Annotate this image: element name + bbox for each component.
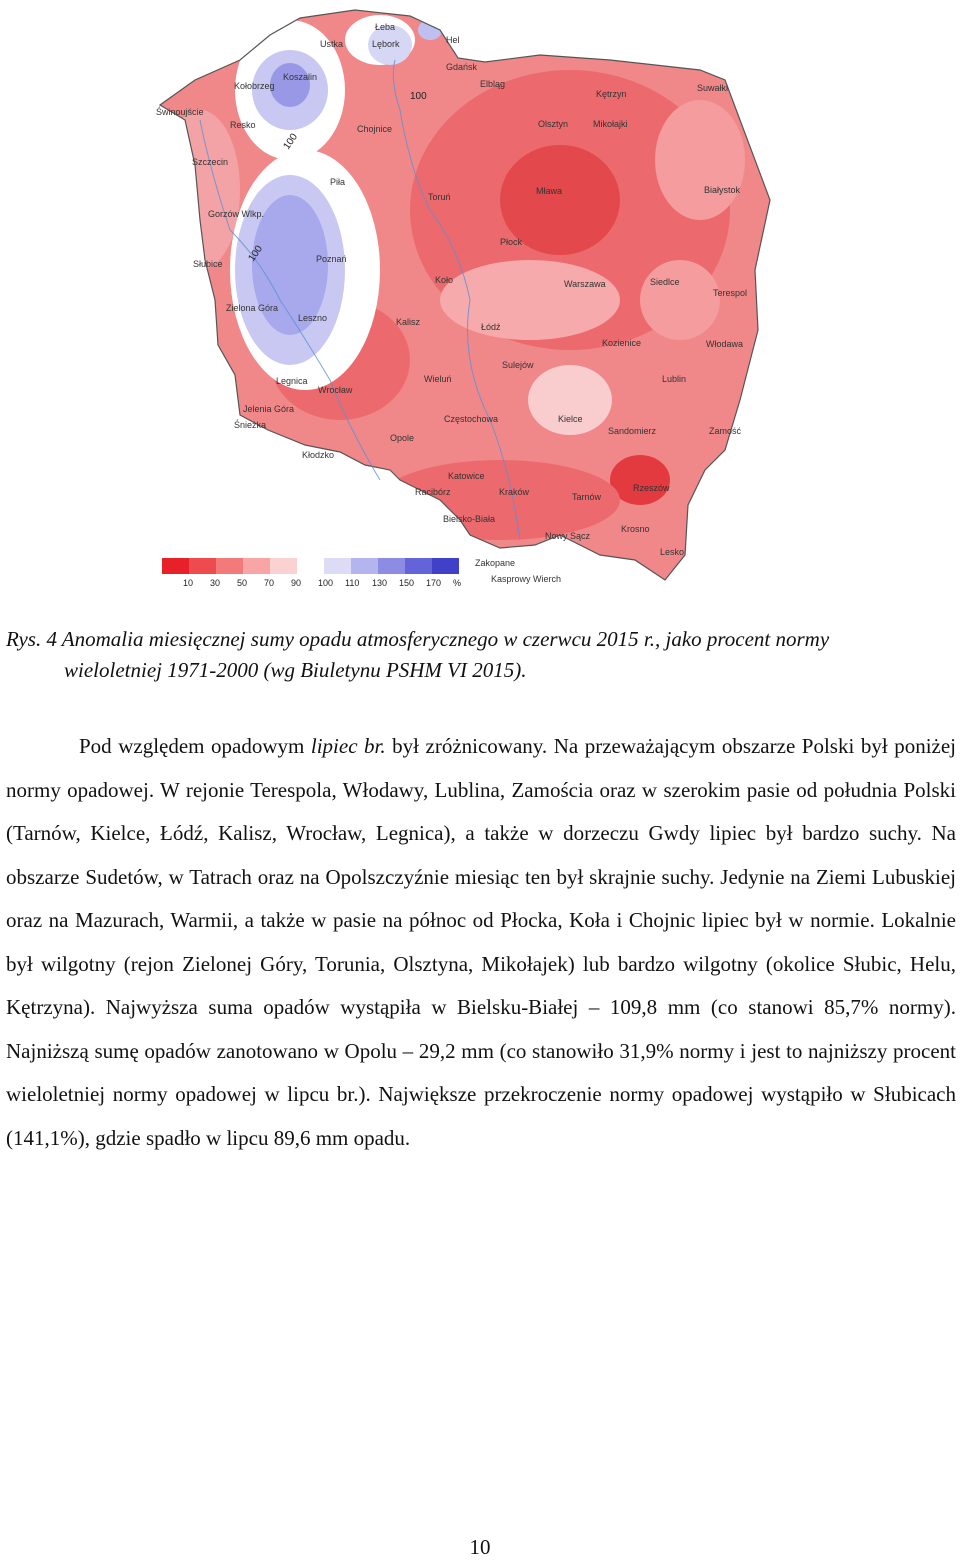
city-label: Siedlce — [650, 277, 680, 287]
city-label: Sandomierz — [608, 426, 657, 436]
legend-swatch — [270, 558, 297, 574]
city-label: Katowice — [448, 471, 485, 481]
city-label: Łeba — [375, 22, 396, 32]
city-label: Chojnice — [357, 124, 393, 134]
city-label: Suwałki — [697, 83, 729, 93]
city-label: Olsztyn — [538, 119, 569, 129]
legend-swatch — [405, 558, 432, 574]
city-label: Białystok — [704, 185, 741, 195]
precipitation-anomaly-map — [140, 0, 800, 600]
caption-line-1: Rys. 4 Anomalia miesięcznej sumy opadu atmosferycznego w czerwcu 2015 r., jako procent normy — [6, 627, 830, 651]
city-label: Opole — [390, 433, 415, 443]
city-label: Racibórz — [415, 487, 451, 497]
city-label: Lębork — [372, 39, 400, 49]
legend-label: 90 — [291, 578, 302, 588]
city-label: Włodawa — [706, 339, 744, 349]
city-label: Mikołajki — [593, 119, 628, 129]
legend-label: 100 — [318, 578, 334, 588]
city-label: Częstochowa — [444, 414, 499, 424]
legend-label: 10 — [183, 578, 194, 588]
body-paragraph — [6, 725, 956, 1160]
city-label: Krosno — [621, 524, 650, 534]
legend-swatch — [189, 558, 216, 574]
map-legend — [162, 558, 461, 588]
legend-swatch — [162, 558, 189, 574]
city-label: Wieluń — [424, 374, 452, 384]
legend-swatch — [324, 558, 351, 574]
city-label: Nowy Sącz — [545, 531, 591, 541]
city-label: Kielce — [558, 414, 583, 424]
page-number: 10 — [469, 1535, 491, 1559]
city-label: Leszno — [298, 313, 328, 323]
city-label: Bielsko-Biała — [443, 514, 496, 524]
city-label: Poznań — [316, 254, 347, 264]
legend-label: 70 — [264, 578, 275, 588]
city-label: Kozienice — [602, 338, 642, 348]
caption-line-2: wieloletniej 1971-2000 (wg Biuletynu PSHM VI 2015). — [64, 658, 527, 682]
city-label: Terespol — [713, 288, 748, 298]
city-label: Kłodzko — [302, 450, 335, 460]
city-label: Kasprowy Wierch — [491, 574, 562, 584]
legend-swatch — [432, 558, 459, 574]
isoline-label: 100 — [410, 91, 427, 102]
city-label: Tarnów — [572, 492, 602, 502]
city-label: Szczecin — [192, 157, 229, 167]
city-label: Kraków — [499, 487, 530, 497]
figure-caption — [6, 624, 946, 686]
city-label: Toruń — [428, 192, 451, 202]
paragraph-italic-term: lipiec br. — [310, 734, 386, 758]
city-label: Zielona Góra — [226, 303, 279, 313]
city-label: Kętrzyn — [596, 89, 627, 99]
city-label: Koszalin — [283, 72, 318, 82]
legend-label: % — [453, 578, 462, 588]
city-label: Elbląg — [480, 79, 506, 89]
legend-label: 110 — [345, 578, 360, 588]
body-text — [6, 725, 956, 1160]
city-label: Zamość — [709, 426, 742, 436]
city-label: Płock — [500, 237, 523, 247]
city-label: Rzeszów — [633, 483, 670, 493]
city-label: Zakopane — [475, 558, 516, 568]
legend-label: 150 — [399, 578, 415, 588]
city-label: Resko — [230, 120, 256, 130]
legend-label: 130 — [372, 578, 388, 588]
city-label: Gorzów Wlkp. — [208, 209, 265, 219]
city-label: Kołobrzeg — [234, 81, 275, 91]
city-label: Koło — [435, 275, 454, 285]
isoline-label: 100 — [281, 131, 301, 152]
city-label: Lublin — [662, 374, 687, 384]
city-label: Gdańsk — [446, 62, 478, 72]
city-label: Kalisz — [396, 317, 421, 327]
city-label: Warszawa — [564, 279, 606, 289]
city-label: Sulejów — [502, 360, 534, 370]
city-label: Śnieżka — [234, 420, 267, 430]
paragraph-text-start: Pod względem opadowym — [79, 734, 311, 758]
isoline-label: 100 — [246, 243, 266, 264]
legend-label: 170 — [426, 578, 442, 588]
legend-swatch — [351, 558, 378, 574]
legend-swatch — [297, 558, 324, 574]
city-label: Mława — [536, 186, 563, 196]
legend-swatch — [216, 558, 243, 574]
legend-swatch — [243, 558, 270, 574]
city-label: Lesko — [660, 547, 685, 557]
city-label: Hel — [446, 35, 460, 45]
city-label: Łódź — [481, 322, 501, 332]
legend-label: 50 — [237, 578, 248, 588]
city-label: Wrocław — [318, 385, 353, 395]
legend-swatch — [378, 558, 405, 574]
city-label: Piła — [330, 177, 346, 187]
city-label: Ustka — [320, 39, 344, 49]
city-label: Słubice — [193, 259, 223, 269]
legend-label: 30 — [210, 578, 221, 588]
paragraph-text-rest: był zróżnicowany. Na przeważającym obszarze Polski był poniżej normy opadowej. W rejonie Terespola, Włodawy, Lublina, Zamościa oraz w szerokim pasie od południa Polski (Tarnów, Kielce, Łódź, Kalisz, Wrocław, Legnica), a także w dorzeczu Gwdy lipiec był bardzo suchy. Na obszarze Sudetów, w Tatrach oraz na Opolszczyźnie miesiąc ten był skrajnie suchy. Jedynie na Ziemi Lubuskiej oraz na Mazurach, Warmii, a także w pasie na północ od Płocka, Koła i Chojnic lipiec był w normie. Lokalnie był wilgotny (rejon Zielonej Góry, Torunia, Olsztyna, Mikołajek) lub bardzo wilgotny (okolice Słubic, Helu, Kętrzyna). Najwyższa suma opadów wystąpiła w Bielsku-Białej – 109,8 mm (co stanowi 85,7% normy). Najniższą sumę opadów zanotowano w Opolu – 29,2 mm (co stanowiło 31,9% normy i jest to najniższy procent wieloletniej normy opadowej w lipcu br.). Największe przekroczenie normy opadowej wystąpiło w Słubicach (141,1%), gdzie spadło w lipcu 89,6 mm opadu. — [6, 734, 956, 1150]
city-label: Legnica — [276, 376, 308, 386]
city-label: Jelenia Góra — [243, 404, 295, 414]
city-label: Świnoujście — [156, 107, 204, 117]
